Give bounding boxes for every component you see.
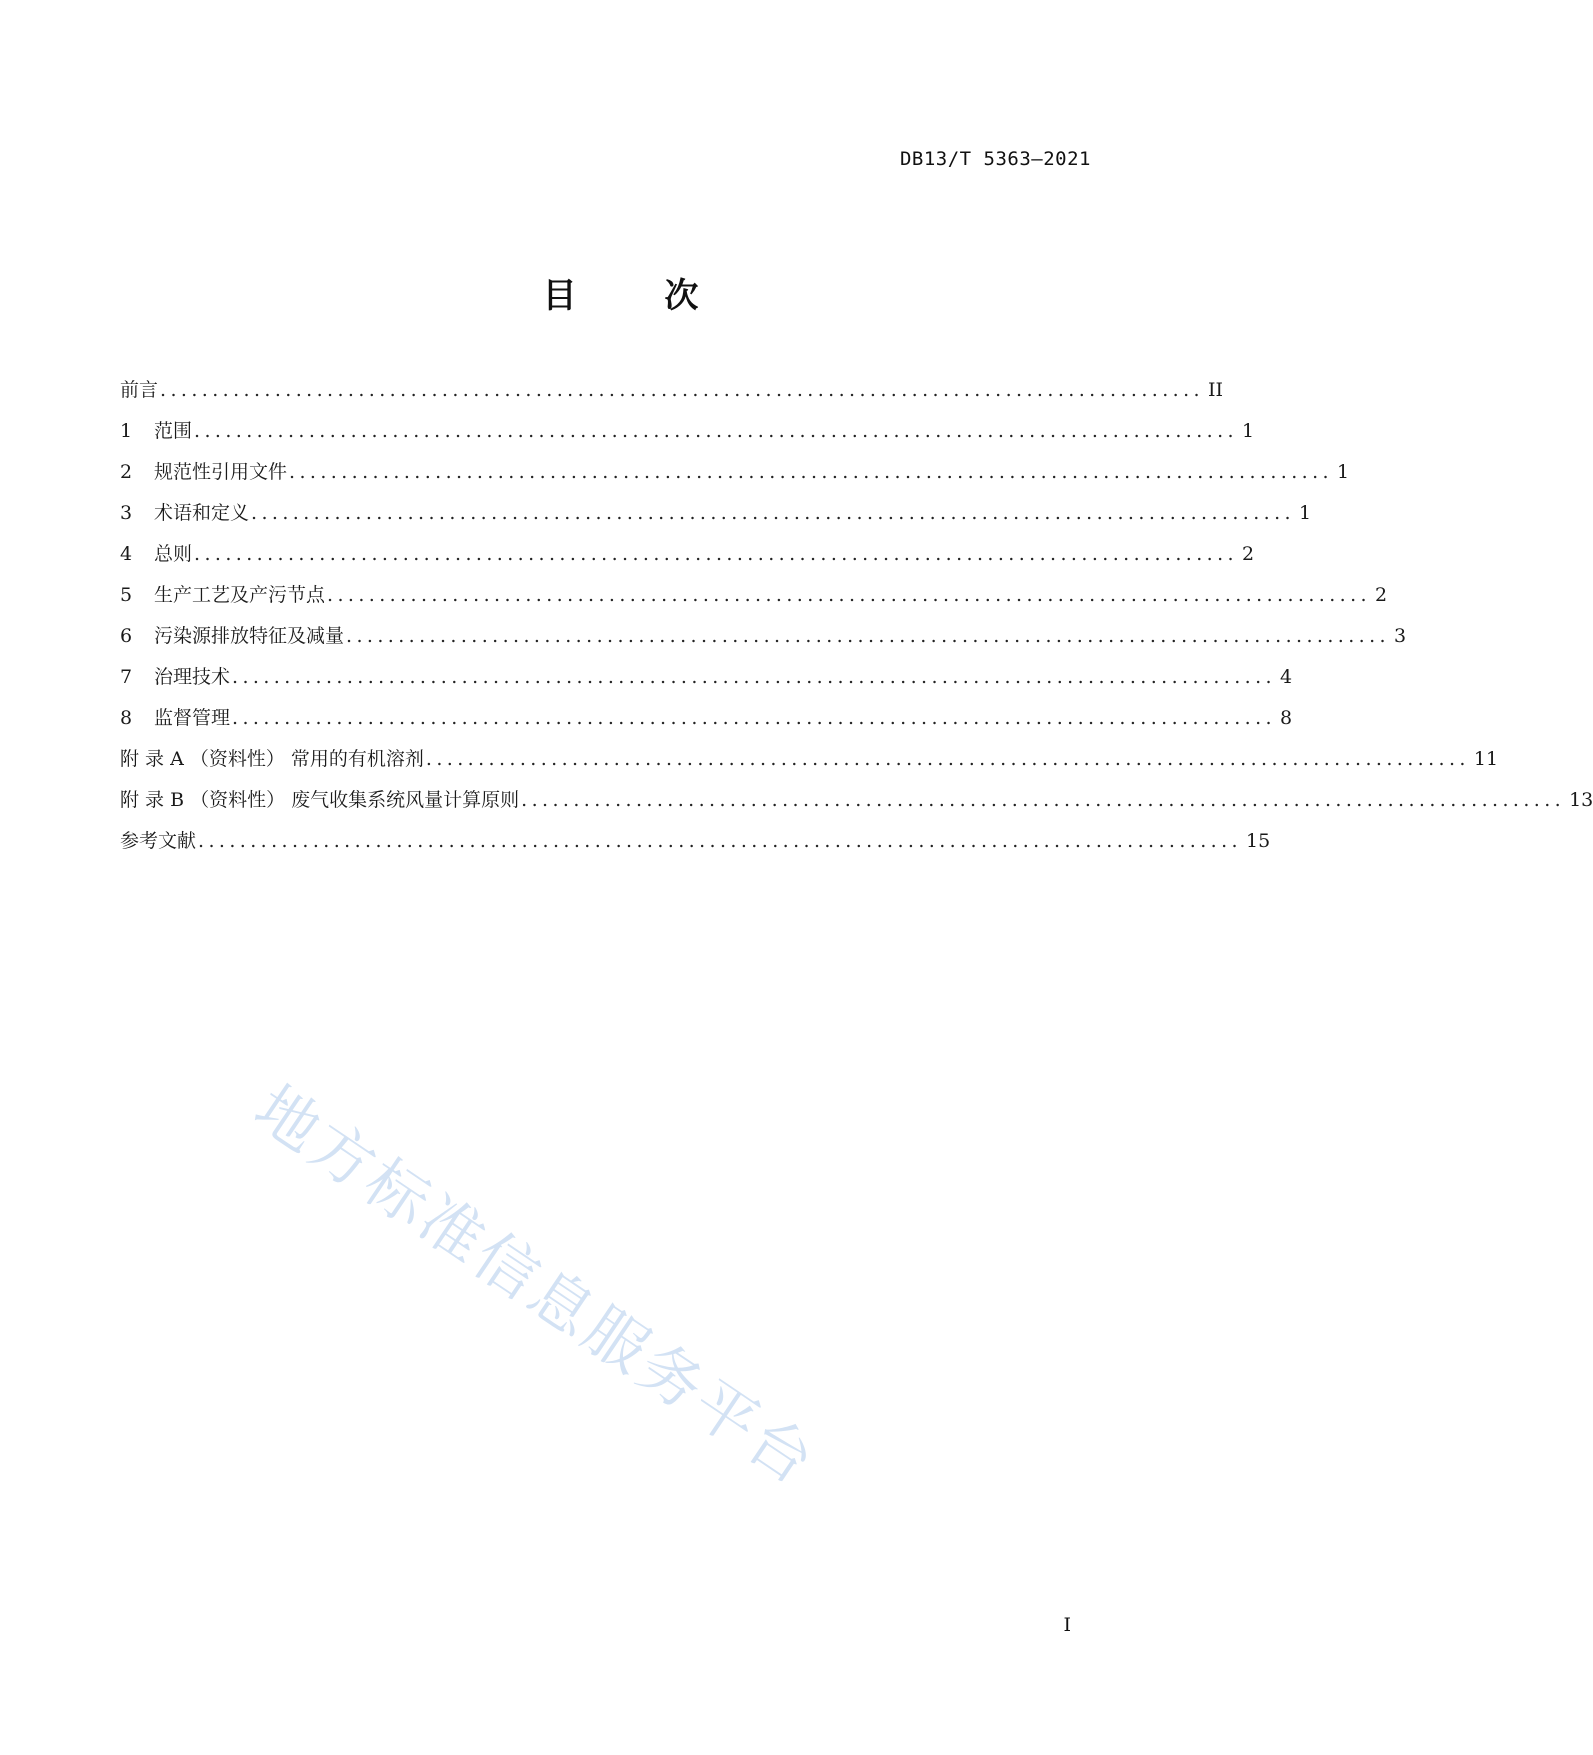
toc-entry-supervision[interactable] [120,703,1293,744]
toc-entry-number: 7 [120,666,133,688]
toc-entry-label: 参考文献 [120,830,197,852]
toc-entry-page: 1 [1241,420,1255,442]
toc-leader-dots: .................................................................................................... [232,666,1276,688]
toc-entry-scope[interactable] [120,416,1255,457]
toc-leader-dots: .................................................................................................... [198,830,1242,852]
toc-leader-dots: .................................................................................................... [346,625,1390,647]
page-number: I [1063,1614,1071,1636]
toc-entry-page: 1 [1336,461,1350,483]
toc-entry-label: 附 录 A （资料性） 常用的有机溶剂 [120,748,424,770]
toc-entry-terms-definitions[interactable] [120,498,1312,539]
toc-entry-page: 8 [1279,707,1293,729]
toc-entry-number: 4 [120,543,133,565]
toc-leader-dots: .................................................................................................... [289,461,1333,483]
toc-entry-bibliography[interactable] [120,826,1271,867]
toc-leader-dots: .................................................................................................... [425,748,1470,770]
toc-entry-page: 2 [1241,543,1255,565]
toc-entry-page: 4 [1279,666,1293,688]
toc-leader-dots: .................................................................................................... [194,543,1238,565]
toc-entry-label: 规范性引用文件 [154,461,288,483]
toc-entry-appendix-a[interactable] [120,744,1499,785]
watermark: 地方标准信息服务平台 [241,1070,830,1501]
toc-entry-label: 监督管理 [154,707,231,729]
toc-entry-number: 8 [120,707,133,729]
toc-entry-treatment-technology[interactable] [120,662,1293,703]
toc-leader-dots: .................................................................................................... [232,707,1276,729]
page-title: 目 次 [542,276,737,316]
toc-entry-label: 治理技术 [154,666,231,688]
toc-entry-production-process[interactable] [120,580,1388,621]
toc-entry-number: 3 [120,502,133,524]
toc-entry-page: 3 [1393,625,1407,647]
toc-leader-dots: .................................................................................................... [194,420,1238,442]
toc-leader-dots: .................................................................................................... [251,502,1295,524]
toc-entry-general[interactable] [120,539,1255,580]
toc-entry-emission-characteristics[interactable] [120,621,1407,662]
toc-entry-label: 污染源排放特征及减量 [154,625,345,647]
table-of-contents [120,375,1593,867]
toc-entry-page: 11 [1473,748,1499,770]
toc-entry-page: 13 [1569,789,1593,811]
toc-entry-label: 前言 [120,379,159,401]
toc-entry-foreword[interactable] [120,375,1223,416]
toc-entry-page: II [1207,379,1223,401]
toc-entry-label: 生产工艺及产污节点 [154,584,326,606]
document-code: DB13/T 5363—2021 [899,148,1091,170]
toc-entry-page: 1 [1298,502,1312,524]
toc-entry-appendix-b[interactable] [120,785,1593,826]
toc-leader-dots: .................................................................................................... [327,584,1371,606]
toc-entry-normative-references[interactable] [120,457,1350,498]
toc-entry-number: 6 [120,625,133,647]
toc-leader-dots: .................................................................................................... [160,379,1204,401]
toc-entry-label: 范围 [154,420,193,442]
toc-entry-label: 术语和定义 [154,502,250,524]
toc-entry-page: 15 [1245,830,1271,852]
toc-entry-page: 2 [1374,584,1388,606]
toc-entry-label: 附 录 B （资料性） 废气收集系统风量计算原则 [120,789,520,811]
toc-entry-number: 1 [120,420,133,442]
toc-entry-number: 2 [120,461,133,483]
toc-entry-number: 5 [120,584,133,606]
toc-leader-dots: .................................................................................................... [521,789,1566,811]
toc-entry-label: 总则 [154,543,193,565]
